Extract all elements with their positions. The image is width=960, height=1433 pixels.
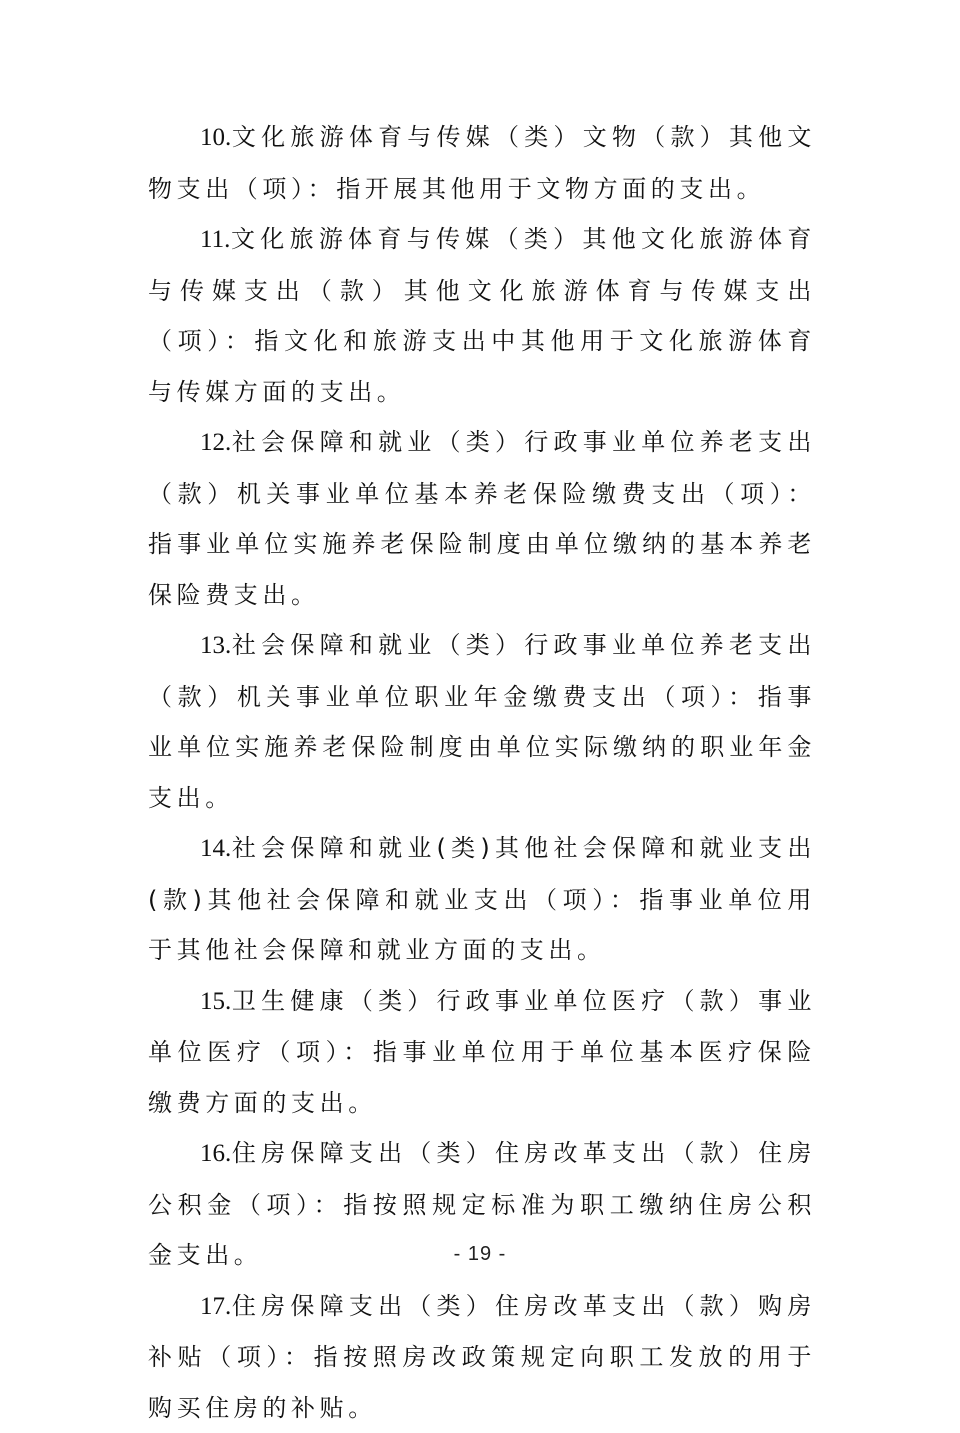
paragraph-15 (148, 976, 816, 1129)
paragraph-text: 住房保障支出（类）住房改革支出（款）住房公积金（项）：指按照规定标准为职工缴纳住房公积金支出。 (148, 1139, 816, 1269)
paragraph-text: 社会保障和就业(类)其他社会保障和就业支出(款)其他社会保障和就业支出（项）：指事业单位用于其他社会保障和就业方面的支出。 (148, 834, 816, 964)
paragraph-number: 12. (200, 429, 231, 456)
paragraph-number: 10. (200, 124, 231, 151)
paragraph-text: 文化旅游体育与传媒（类）文物（款）其他文物支出（项）：指开展其他用于文物方面的支出。 (148, 123, 816, 203)
document-body (148, 112, 816, 1433)
paragraph-10 (148, 112, 816, 214)
paragraph-number: 17. (200, 1293, 231, 1320)
paragraph-number: 13. (200, 632, 231, 659)
page-number: - 19 - (0, 1243, 960, 1266)
paragraph-number: 14. (200, 835, 231, 862)
paragraph-12 (148, 417, 816, 620)
paragraph-13 (148, 620, 816, 823)
paragraph-11 (148, 214, 816, 417)
paragraph-text: 社会保障和就业（类）行政事业单位养老支出（款）机关事业单位基本养老保险缴费支出（项）：指事业单位实施养老保险制度由单位缴纳的基本养老保险费支出。 (148, 428, 816, 609)
paragraph-number: 16. (200, 1140, 231, 1167)
paragraph-text: 文化旅游体育与传媒（类）其他文化旅游体育与传媒支出（款）其他文化旅游体育与传媒支出（项）：指文化和旅游支出中其他用于文化旅游体育与传媒方面的支出。 (148, 225, 816, 406)
paragraph-text: 卫生健康（类）行政事业单位医疗（款）事业单位医疗（项）：指事业单位用于单位基本医疗保险缴费方面的支出。 (148, 987, 816, 1117)
paragraph-14 (148, 823, 816, 976)
paragraph-number: 15. (200, 988, 231, 1015)
paragraph-text: 住房保障支出（类）住房改革支出（款）购房补贴（项）：指按照房改政策规定向职工发放的用于购买住房的补贴。 (148, 1292, 816, 1422)
paragraph-text: 社会保障和就业（类）行政事业单位养老支出（款）机关事业单位职业年金缴费支出（项）：指事业单位实施养老保险制度由单位实际缴纳的职业年金支出。 (148, 631, 816, 812)
paragraph-number: 11. (200, 226, 230, 253)
